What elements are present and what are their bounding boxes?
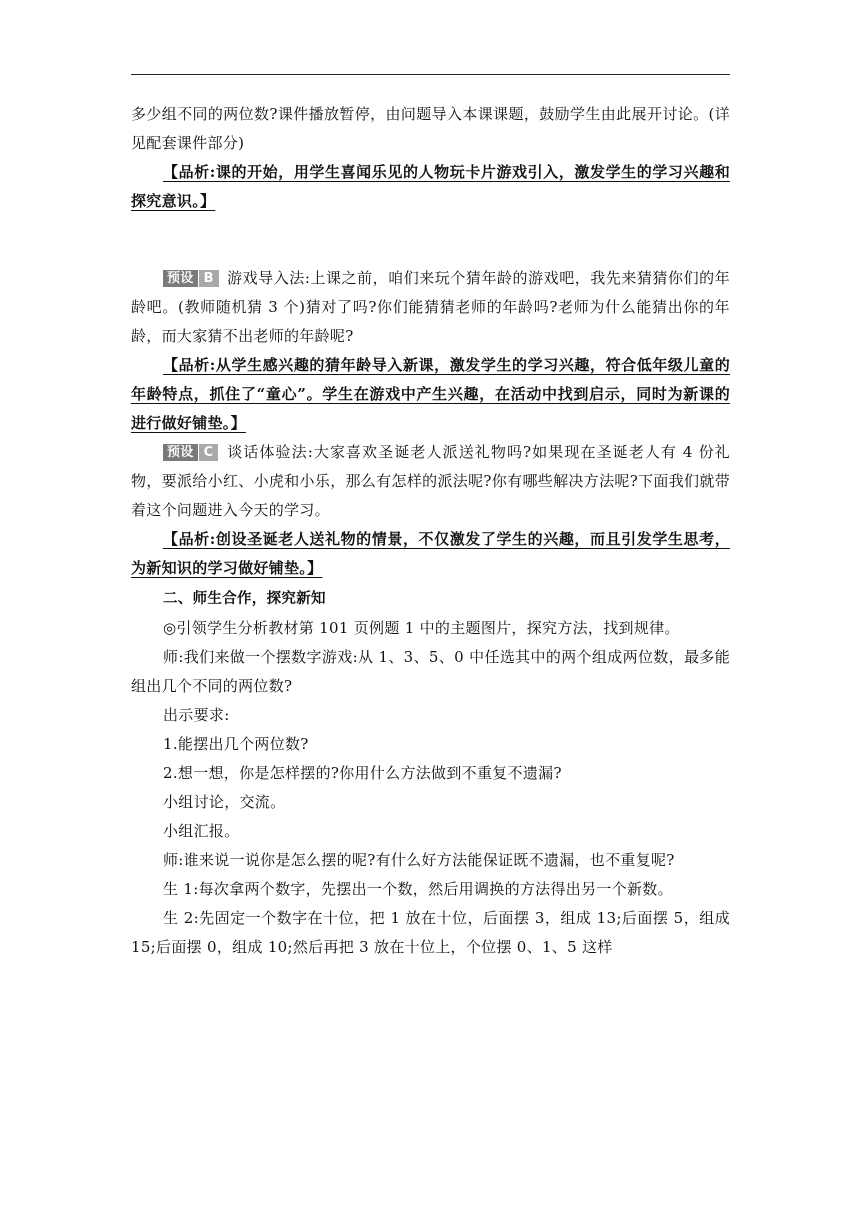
preset-c-text: 谈话体验法:大家喜欢圣诞老人派送礼物吗?如果现在圣诞老人有 4 份礼物，要派给小红、小虎和小乐，那么有怎样的派法呢?你有哪些解决方法呢?下面我们就带着这个问题进入今天的学习。	[131, 443, 730, 519]
preset-label: 预设	[163, 444, 198, 461]
preset-letter: B	[199, 270, 219, 287]
preset-b-paragraph	[131, 264, 730, 351]
requirement-2: 2.想一想，你是怎样摆的?你用什么方法做到不重复不遗漏?	[163, 764, 562, 782]
paragraph-group-discussion: 小组讨论，交流。	[163, 793, 286, 811]
section-heading: 二、师生合作，探究新知	[163, 591, 326, 607]
paragraph-student-1: 生 1:每次拿两个数字，先摆出一个数，然后用调换的方法得出另一个新数。	[163, 880, 673, 898]
section-gap	[131, 216, 730, 264]
analysis-note-1: 【品析:课的开始，用学生喜闻乐见的人物玩卡片游戏引入，激发学生的学习兴趣和探究意识。】	[131, 163, 730, 210]
analysis-note-2: 【品析:从学生感兴趣的猜年龄导入新课，激发学生的学习兴趣，符合低年级儿童的年龄特点，抓住了“童心”。学生在游戏中产生兴趣，在活动中找到启示，同时为新课的进行做好铺垫。】	[131, 356, 730, 432]
paragraph-student-2: 生 2:先固定一个数字在十位，把 1 放在十位，后面摆 3，组成 13;后面摆 5，组成 15;后面摆 0，组成 10;然后再把 3 放在十位上，个位摆 0、1、5 这样	[131, 909, 730, 956]
paragraph-group-report: 小组汇报。	[163, 822, 240, 840]
preset-label: 预设	[163, 270, 198, 287]
paragraph-teacher-2: 师:谁来说一说你是怎么摆的呢?有什么好方法能保证既不遗漏，也不重复呢?	[163, 851, 675, 869]
preset-c-paragraph	[131, 438, 730, 525]
requirement-1: 1.能摆出几个两位数?	[163, 735, 309, 753]
header-rule	[131, 74, 730, 75]
preset-letter: C	[199, 444, 219, 461]
preset-b-text: 游戏导入法:上课之前，咱们来玩个猜年龄的游戏吧，我先来猜猜你们的年龄吧。(教师随机猜 3 个)猜对了吗?你们能猜猜老师的年龄吗?老师为什么能猜出你的年龄，而大家猜不出老师的年龄呢?	[131, 269, 730, 345]
paragraph-teacher-1: 师:我们来做一个摆数字游戏:从 1、3、5、0 中任选其中的两个组成两位数，最多能组出几个不同的两位数?	[131, 648, 730, 695]
paragraph-requirements: 出示要求:	[163, 706, 230, 724]
preset-c-badge	[163, 444, 218, 461]
paragraph-guide: ◎引领学生分析教材第 101 页例题 1 中的主题图片，探究方法，找到规律。	[163, 619, 680, 637]
preset-b-badge	[163, 270, 219, 287]
paragraph-intro-continuation: 多少组不同的两位数?课件播放暂停，由问题导入本课课题，鼓励学生由此展开讨论。(详见配套课件部分)	[131, 105, 730, 152]
document-body	[131, 100, 730, 962]
analysis-note-3: 【品析:创设圣诞老人送礼物的情景，不仅激发了学生的兴趣，而且引发学生思考，为新知识的学习做好铺垫。】	[131, 530, 730, 577]
